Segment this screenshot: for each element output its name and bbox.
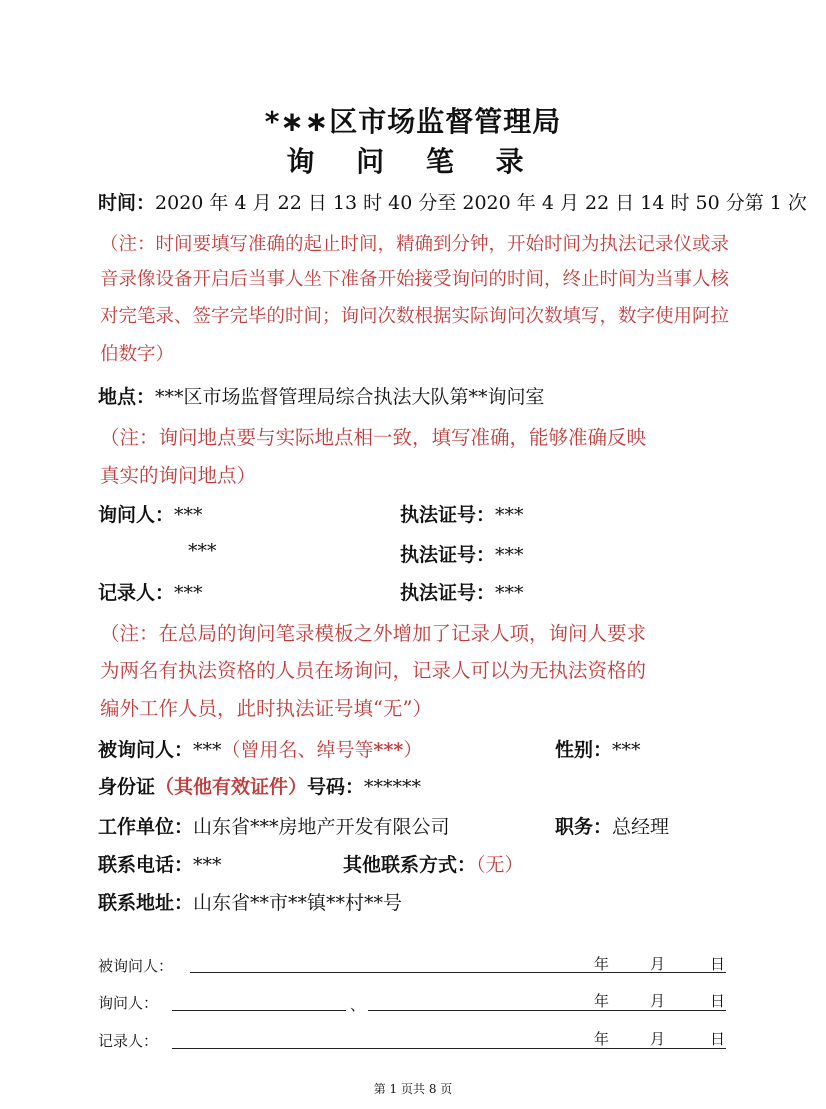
sig-day: 日	[710, 992, 726, 1010]
id-label: 身份证	[98, 776, 156, 798]
sig-month: 月	[650, 1030, 666, 1048]
location-note-line: （注：询问地点要与实际地点相一致，填写准确，能够准确反映	[100, 426, 647, 449]
cert-row-1	[400, 500, 524, 527]
cert-2-value: ***	[495, 544, 524, 566]
time-label: 时间：	[98, 192, 156, 214]
alias-value: ***	[373, 739, 404, 761]
time-note-line: 伯数字）	[100, 344, 175, 365]
sig-year: 年	[594, 992, 610, 1010]
cert-3-value: ***	[495, 582, 524, 604]
time-note-line: （注：时间要填写准确的起止时间，精确到分钟，开始时间为执法记录仪或录	[100, 234, 730, 255]
address-label: 联系地址：	[98, 892, 194, 914]
position-row	[555, 812, 669, 839]
location-note-line: 真实的询问地点）	[100, 464, 257, 487]
gender-value: ***	[612, 739, 641, 761]
org-title: *∗∗区市场监督管理局	[264, 105, 562, 138]
sig-year: 年	[594, 955, 610, 973]
time-line	[98, 188, 807, 215]
cert-label: 执法证号：	[400, 582, 496, 604]
sig-inquirer-line-1	[172, 1010, 346, 1011]
subject-name-value: ***	[193, 739, 222, 761]
work-value: 山东省***房地产开发有限公司	[193, 816, 450, 838]
sig-recorder-label: 记录人：	[98, 1032, 159, 1050]
sig-day: 日	[710, 955, 726, 973]
personnel-note-line: 为两名有执法资格的人员在场询问，记录人可以为无执法资格的	[100, 659, 647, 682]
page-number: 第 1 页共 8 页	[373, 1082, 453, 1096]
inquirer-label: 询问人：	[98, 504, 175, 526]
cert-1-value: ***	[495, 504, 524, 526]
recorder-label: 记录人：	[98, 582, 175, 604]
sig-inquirer-line-2	[368, 1010, 726, 1011]
sig-month: 月	[650, 992, 666, 1010]
alias-close: ）	[403, 739, 423, 761]
position-value: 总经理	[612, 816, 670, 838]
cert-row-3	[400, 578, 524, 605]
position-label: 职务：	[555, 816, 613, 838]
sig-subject-line	[190, 972, 726, 973]
subject-name-row	[98, 735, 422, 762]
id-row	[98, 772, 421, 799]
inquirer-2-value: ***	[188, 540, 217, 562]
phone-value: ***	[193, 854, 222, 876]
inquirer-row-1	[98, 500, 203, 527]
sig-year: 年	[594, 1030, 610, 1048]
sig-separator: 、	[350, 996, 366, 1014]
location-line	[98, 382, 545, 409]
recorder-row	[98, 578, 203, 605]
other-contact-row	[343, 850, 524, 877]
cert-label: 执法证号：	[400, 504, 496, 526]
personnel-note-line: （注：在总局的询问笔录模板之外增加了记录人项，询问人要求	[100, 622, 647, 645]
time-value: 2020 年 4 月 22 日 13 时 40 分至 2020 年 4 月 22 日 14 时 50 分第 1 次	[155, 192, 807, 214]
sig-inquirer-label: 询问人：	[98, 994, 159, 1012]
work-label: 工作单位：	[98, 816, 194, 838]
time-note-line: 对完笔录、签字完毕的时间；询问次数根据实际询问次数填写，数字使用阿拉	[100, 306, 730, 327]
inquirer-1-value: ***	[174, 504, 203, 526]
sig-recorder-line	[172, 1048, 726, 1049]
sig-subject-label: 被询问人：	[98, 957, 174, 975]
gender-row	[555, 735, 641, 762]
phone-row	[98, 850, 222, 877]
sig-day: 日	[710, 1030, 726, 1048]
gender-label: 性别：	[555, 739, 613, 761]
other-contact-label: 其他联系方式：	[343, 854, 477, 876]
other-contact-value: （无）	[476, 854, 524, 876]
work-row	[98, 812, 450, 839]
phone-label: 联系电话：	[98, 854, 194, 876]
address-row	[98, 888, 402, 915]
cert-label: 执法证号：	[400, 544, 496, 566]
personnel-note-line: 编外工作人员，此时执法证号填“无”）	[100, 697, 432, 720]
time-note-line: 音录像设备开启后当事人坐下准备开始接受询问的时间，终止时间为当事人核	[100, 269, 730, 290]
location-label: 地点：	[98, 386, 156, 408]
location-value: ***区市场监督管理局综合执法大队第**询问室	[155, 386, 545, 408]
id-other-label: （其他有效证件）	[155, 776, 308, 798]
address-value: 山东省**市**镇**村**号	[193, 892, 403, 914]
cert-row-2	[400, 540, 524, 567]
id-value: ******	[364, 776, 422, 798]
alias-open: （曾用名、绰号等	[221, 739, 374, 761]
sig-month: 月	[650, 955, 666, 973]
recorder-value: ***	[174, 582, 203, 604]
document-title: 询 问 笔 录	[286, 145, 540, 178]
id-number-label: 号码：	[307, 776, 365, 798]
subject-name-label: 被询问人：	[98, 739, 194, 761]
